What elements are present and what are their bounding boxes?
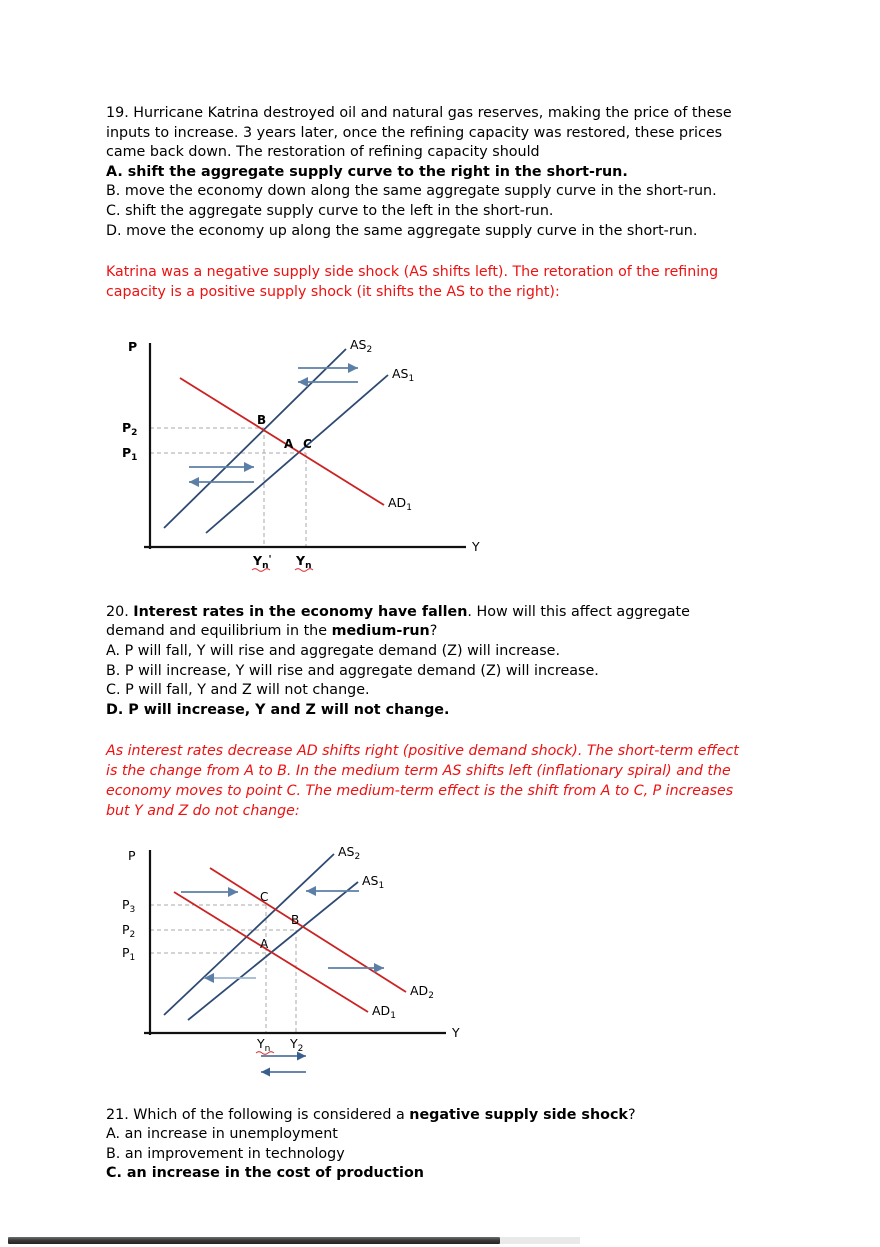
horizontal-scrollbar[interactable]	[0, 1233, 880, 1247]
curve-label-as2: $AS_2$	[338, 843, 361, 862]
figure-19-as-ad-diagram	[106, 325, 778, 577]
spacer	[106, 720, 778, 742]
q19-option-c: C. shift the aggregate supply curve to the left in the short-run.	[106, 202, 554, 219]
figure-19-ytick-p2: $P_2$	[122, 419, 138, 438]
q19-stem-line-3: came back down. The restoration of refining capacity should	[106, 144, 540, 161]
spacer	[106, 577, 778, 603]
document-content	[106, 104, 778, 1184]
point-label-c: C	[260, 889, 269, 904]
q19-explanation-line-2: capacity is a positive supply shock (it shifts the AS to the right):	[106, 283, 560, 300]
q19-stem-line-2: inputs to increase. 3 years later, once the refining capacity was restored, these prices	[106, 124, 723, 141]
q20-explanation-line-3: economy moves to point C. The medium-term effect is the shift from A to C, P increases	[106, 782, 734, 799]
figure-19-xtick-yn: $Y_n$	[296, 552, 312, 571]
spacer	[106, 303, 778, 325]
curve-label-ad2: $AD_2$	[410, 982, 434, 1001]
figure-20-ytick-p3: $P_3$	[122, 896, 136, 915]
point-label-a: A	[260, 936, 269, 951]
question-21	[106, 1106, 778, 1184]
scrollbar-thumb[interactable]	[8, 1237, 500, 1244]
q19-explanation-line-1: Katrina was a negative supply side shock (AS shifts left). The retoration of the refining	[106, 264, 719, 281]
figure-20-xlabel: Y	[452, 1024, 460, 1040]
q21-option-b: B. an improvement in technology	[106, 1145, 345, 1162]
spacer	[106, 1088, 778, 1106]
figure-19-ylabel: P	[128, 338, 138, 354]
point-label-a: A	[284, 436, 294, 451]
figure-19-xlabel: Y	[472, 538, 480, 554]
q20-explanation-line-2: is the change from A to B. In the medium term AS shifts left (inflationary spiral) and the	[106, 763, 731, 780]
figure-20-xtick-yn: $Y_n$	[257, 1035, 271, 1054]
curve-label-as2: $AS_2$	[350, 336, 373, 355]
curve-ad1	[174, 889, 368, 1012]
figure-20-xtick-y2: $Y_2$	[290, 1035, 304, 1054]
figure-20-ylabel: P	[128, 847, 136, 863]
curve-as2	[164, 854, 334, 1015]
q20-explanation-line-1: As interest rates decrease AD shifts right (positive demand shock). The short-term effect	[106, 743, 739, 760]
point-label-b: B	[291, 912, 300, 927]
spacer	[106, 241, 778, 263]
q21-stem-line-1: 21. Which of the following is considered a negative supply side shock?	[106, 1106, 636, 1123]
curve-label-as1: $AS_1$	[392, 365, 415, 384]
q19-option-b: B. move the economy down along the same aggregate supply curve in the short-run.	[106, 183, 717, 200]
q20-explanation	[106, 742, 778, 821]
figure-19-ytick-p1: $P_1$	[122, 444, 138, 463]
figure-19-svg	[106, 325, 506, 577]
q21-option-c: C. an increase in the cost of production	[106, 1165, 424, 1182]
q21-option-a: A. an increase in unemployment	[106, 1126, 338, 1143]
q19-stem-line-1: 19. Hurricane Katrina destroyed oil and natural gas reserves, making the price of these	[106, 105, 732, 121]
q20-stem-line-1: 20. Interest rates in the economy have fallen. How will this affect aggregate	[106, 603, 690, 620]
guide-lines	[150, 428, 306, 547]
spacer	[106, 822, 778, 840]
figure-20-ytick-p2: $P_2$	[122, 921, 136, 940]
curve-as1	[188, 882, 358, 1020]
q20-explanation-line-4: but Y and Z do not change:	[106, 802, 300, 819]
q20-stem-line-2: demand and equilibrium in the medium-run?	[106, 623, 438, 640]
q21-stem-bold-1: negative supply side shock	[409, 1106, 628, 1123]
q19-option-d: D. move the economy up along the same aggregate supply curve in the short-run.	[106, 222, 698, 239]
axes	[144, 850, 446, 1035]
q20-option-c: C. P will fall, Y and Z will not change.	[106, 682, 370, 699]
curve-label-ad1: $AD_1$	[388, 494, 412, 513]
guide-lines	[150, 905, 296, 1033]
figure-19-xtick-yn-prime: $Y_n'$	[253, 552, 272, 571]
q20-stem-bold-1: Interest rates in the economy have fallen	[133, 603, 468, 620]
question-19	[106, 104, 778, 241]
q19-option-a: A. shift the aggregate supply curve to the right in the short-run.	[106, 163, 628, 180]
figure-20-svg	[106, 840, 506, 1088]
q20-stem-bold-2: medium-run	[331, 623, 430, 640]
curve-ad1	[180, 378, 384, 505]
q19-explanation	[106, 263, 778, 303]
figure-20-ytick-p1: $P_1$	[122, 944, 136, 963]
curve-as2	[164, 349, 346, 528]
curve-label-ad1: $AD_1$	[372, 1002, 396, 1021]
scrollbar-track-remainder[interactable]	[500, 1237, 580, 1244]
figure-20-as-ad-diagram	[106, 840, 778, 1088]
point-label-b: B	[257, 412, 267, 427]
curve-label-as1: $AS_1$	[362, 872, 385, 891]
q20-option-b: B. P will increase, Y will rise and aggregate demand (Z) will increase.	[106, 662, 599, 679]
question-20	[106, 603, 778, 721]
q20-option-d: D. P will increase, Y and Z will not change.	[106, 701, 450, 718]
point-label-c: C	[303, 436, 312, 451]
curve-as1	[206, 375, 388, 533]
q20-option-a: A. P will fall, Y will rise and aggregate demand (Z) will increase.	[106, 642, 561, 659]
